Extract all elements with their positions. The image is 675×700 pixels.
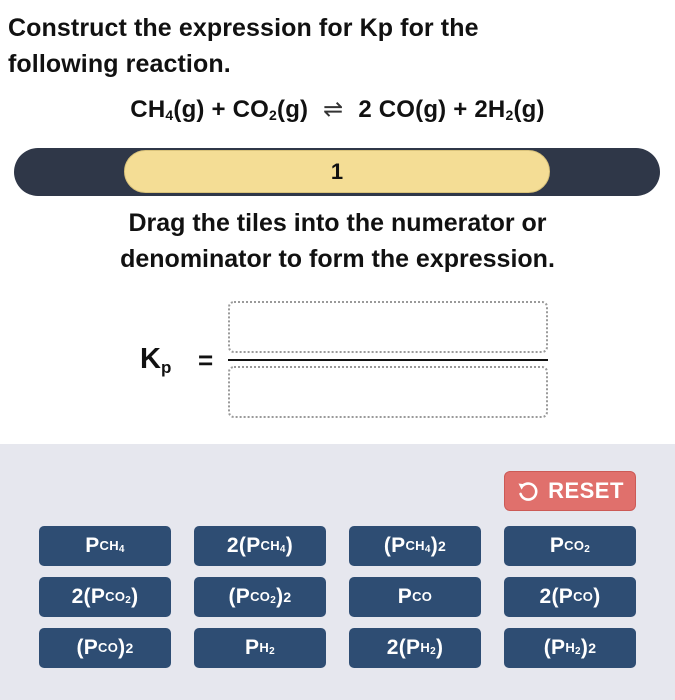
kp-label: $K_p$ [140,343,172,377]
tile-p-h2-squared[interactable]: ( P $H_2$ ) 2 [504,628,636,668]
tile-p-co-squared[interactable]: ( P CO ) 2 [39,628,171,668]
numerator-dropzone[interactable] [228,301,548,353]
question-line-2: following reaction. [8,50,231,78]
tile-p-co2[interactable]: P $CO_2$ [504,526,636,566]
undo-arrow-icon [516,479,540,503]
instructions-line-2: denominator to form the expression. [120,245,555,273]
question-line-1: Construct the expression for Kp for the [8,14,479,42]
tile-p-co2-squared[interactable]: ( P $CO_2$ ) 2 [194,577,326,617]
denominator-dropzone[interactable] [228,366,548,418]
tile-2-p-co[interactable]: 2( P CO ) [504,577,636,617]
step-indicator [124,150,550,193]
reactant-co2: $CO_2(g)$ [232,96,309,123]
reset-label: RESET [548,478,624,503]
plus-sign: + [453,96,468,123]
reaction-equation [0,95,675,124]
step-number: 1 [330,158,344,184]
tile-p-h2[interactable]: P $H_2$ [194,628,326,668]
tile-2-p-co2[interactable]: 2( P $CO_2$ ) [39,577,171,617]
instructions-text [0,205,675,277]
fraction-bar [228,359,548,361]
question-text [8,10,608,82]
reactant-ch4: $CH_4(g)$ [130,96,205,123]
tile-2-p-ch4[interactable]: 2( P $CH_4$ ) [194,526,326,566]
equals-sign: = [198,345,214,375]
tile-p-co[interactable]: P CO [349,577,481,617]
plus-sign: + [211,96,226,123]
equilibrium-arrow-icon: ⇌ [323,96,344,123]
product-co: 2 CO(g) [358,96,447,123]
reset-button[interactable] [504,471,636,511]
product-h2: $2H_2(g)$ [474,96,545,123]
tile-p-ch4[interactable]: P $CH_4$ [39,526,171,566]
tile-p-ch4-squared[interactable]: ( P $CH_4$ ) 2 [349,526,481,566]
tile-2-p-h2[interactable]: 2( P $H_2$ ) [349,628,481,668]
instructions-line-1: Drag the tiles into the numerator or [128,209,547,237]
